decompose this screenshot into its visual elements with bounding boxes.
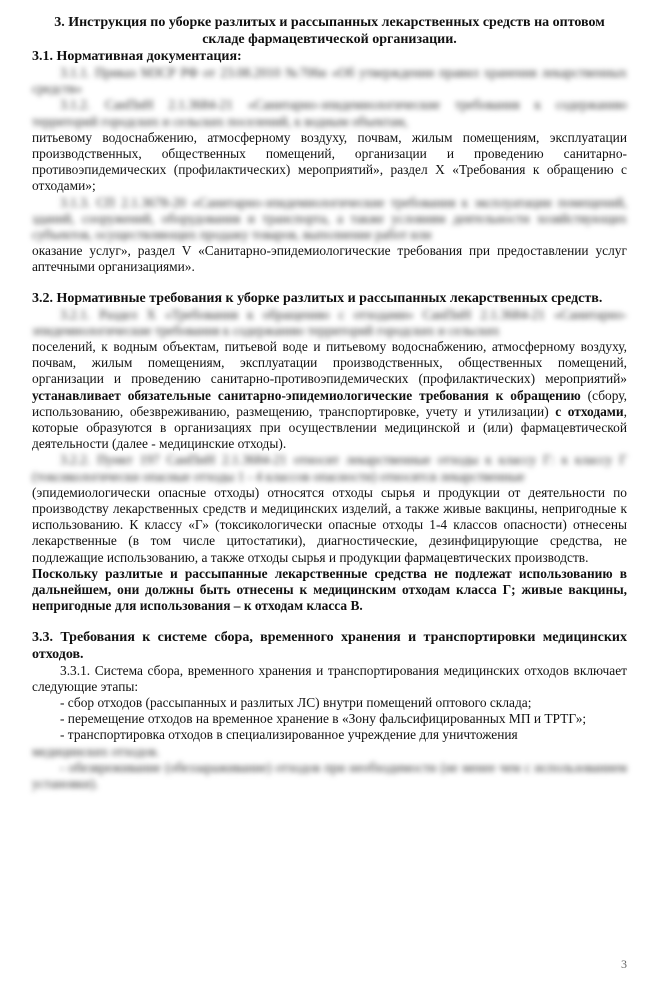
paragraph: 3.3.1. Система сбора, временного хранения и транспортирования медицинских отходов включает следующие этапы: (32, 662, 627, 694)
blurred-text: 3.1.2. СанПиН 2.1.3684-21 «Санитарно-эпидемиологические требования к содержанию территорий городских и сельских поселений, к водным объектам, (32, 97, 627, 129)
paragraph (32, 339, 627, 452)
page-number: 3 (621, 957, 627, 971)
paragraph: (эпидемиологически опасные отходы) относятся отходы сырья и продукции от деятельности по производству лекарственных средств и медицинских изделий, а также живые вакцины, непригодные к использованию. К классу «Г» (токсикологически опасные отходы 1-4 классов опасности) отнесены лекарственные (в том числе цитостатики), диагностические, дезинфицирующие средства, не подлежащие использованию, а также отходы сырья и продукции фармацевтических производств. (32, 484, 627, 565)
section-3-3-heading: 3.3. Требования к системе сбора, временного хранения и транспортировки медицинских отходов. (32, 629, 627, 662)
paragraph: оказание услуг», раздел V «Санитарно-эпидемиологические требования при предоставлении услуг аптечными организациями». (32, 243, 627, 275)
list-item: - сбор отходов (рассыпанных и разлитых ЛС) внутри помещений оптового склада; (60, 694, 532, 710)
paragraph: питьевому водоснабжению, атмосферному воздуху, почвам, жилым помещениям, эксплуатации производственных, общественных помещений, организации и проведению санитарно-противоэпидемических (профилактических) мероприятий», раздел X «Требования к обращению с отходами»; (32, 129, 627, 194)
blurred-text: 3.2.1. Раздел X «Требования к обращению с отходами» СанПиН 2.1.3684-21 «Санитарно-эпидемиологические требования к содержанию территорий городских и сельских (32, 306, 627, 338)
blurred-text: медицинских отходов. (32, 743, 160, 759)
section-3-2-heading: 3.2. Нормативные требования к уборке разлитых и рассыпанных лекарственных средств. (32, 290, 603, 306)
list-item: - транспортировка отходов в специализированное учреждение для уничтожения (60, 727, 518, 743)
paragraph-text: поселений, к водным объектам, питьевой воде и питьевому водоснабжению, атмосферному воздуху, почвам, жилым помещениям, эксплуатации производственных, общественных помещений, организации и проведению санитарно-противоэпидемических (профилактических) мероприятий» (32, 339, 627, 387)
paragraph-text: , которые образуются в организациях при осуществлении медицинской и (или) фармацевтической деятельности (далее - медицинские отходы). (32, 403, 628, 452)
bold-text: устанавливает обязательные санитарно-эпидемиологические требования к обращению (32, 387, 581, 403)
section-3-1-heading: 3.1. Нормативная документация: (32, 49, 242, 64)
blurred-text: 3.2.2. Пункт 197 СанПиН 2.1.3684-21 относит лекарственные отходы к классу Г: к классу Г (токсикологически опасные отходы 1 - 4 классов опасности) относятся лекарственные (32, 452, 627, 484)
list-item: - перемещение отходов на временное хранение в «Зону фальсифицированных МП и ТРТГ»; (60, 711, 587, 727)
blurred-text: 3.1.3. СП 2.1.3678-20 «Санитарно-эпидемиологические требования к эксплуатации помещений, зданий, сооружений, оборудования и транспорта, а также условиям деятельности хозяйствующих субъектов, осуществляющих продажу товаров, выполнение работ или (32, 194, 627, 243)
blurred-text: 3.1.1. Приказ МЗСР РФ от 23.08.2010 №706н «Об утверждении правил хранения лекарственных средств» (32, 65, 627, 97)
paragraph-text: (сбору, использованию, обезвреживанию, размещению, транспортировке, учету и утилизации) (32, 387, 627, 419)
blurred-text: - обезвреживание (обеззараживание) отходов при необходимости (не менее чем с использованием установки). (32, 759, 627, 791)
bold-text: с отходами (555, 403, 624, 419)
paragraph-bold: Поскольку разлитые и рассыпанные лекарственные средства не подлежат использованию в дальнейшем, они должны быть отнесены к медицинским отходам класса Г; живые вакцины, непригодные для использования – к отходам класса В. (32, 565, 627, 614)
document-title: 3. Инструкция по уборке разлитых и рассыпанных лекарственных средств на оптовом складе фармацевтической организации. (54, 15, 605, 47)
